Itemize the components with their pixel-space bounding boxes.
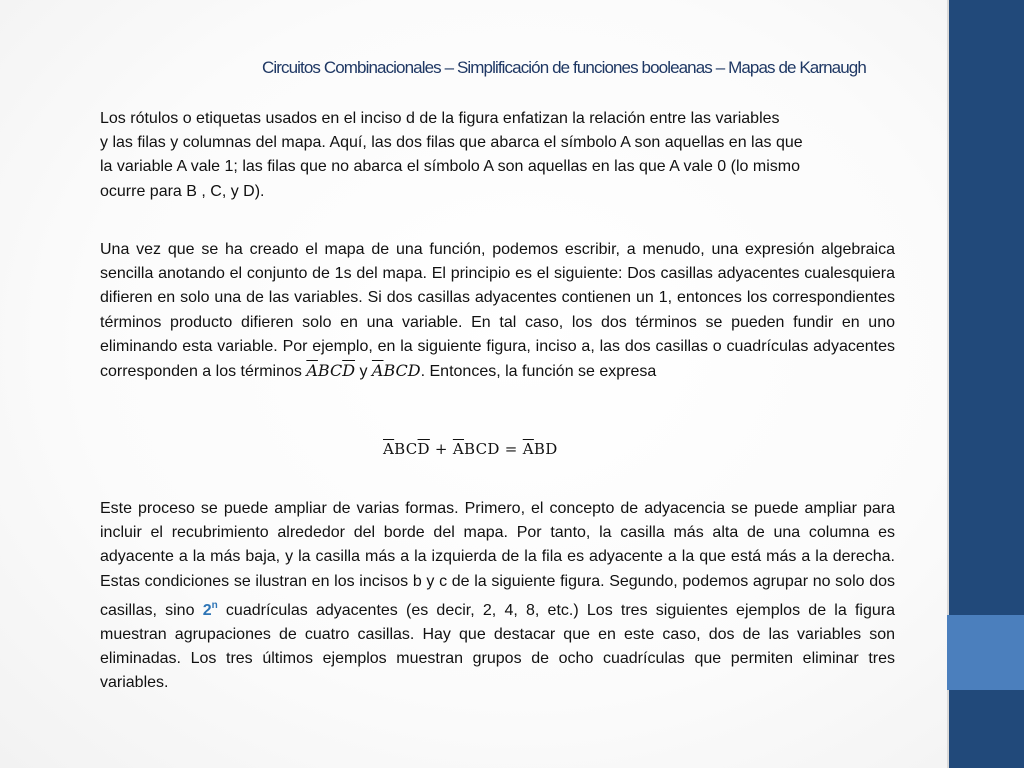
paragraph-1-line: ocurre para B , C, y D). [100, 182, 265, 200]
boolean-formula [383, 440, 558, 458]
term-connector: y [355, 363, 372, 381]
formula-t1-a: $\overline{A}$ [383, 440, 395, 458]
formula-result-a: $\overline{A}$ [522, 440, 534, 458]
formula-t1-b: BC [394, 440, 418, 458]
formula-equals: = [499, 440, 523, 458]
power-of-two [202, 599, 218, 619]
term-2-b: BCD [383, 361, 421, 381]
paragraph-2 [100, 238, 895, 384]
formula-t2-a: $\overline{A}$ [452, 440, 465, 458]
paragraph-2-text: Una vez que se ha creado el mapa de una función, podemos escribir, a menudo, una expresión algebraica sencilla anotando el conjunto de 1s del mapa. El principio es el siguiente: Dos casillas adyacentes cualesquiera difieren en solo una de las variables. Si dos casillas adyacentes contienen un 1, entonces los correspondientes términos producto difieren solo en una variable. En tal caso, los dos términos se pueden fundir en uno eliminando esta variable. Por ejemplo, en la siguiente figura, inciso a, las dos casillas o cuadrículas adyacentes corresponden a los términos [100, 241, 895, 381]
formula-t1-c: $\overline{D}$ [417, 440, 430, 458]
formula-t2-b: BCD [464, 440, 500, 458]
paragraph-1-line: la variable A vale 1; las filas que no abarca el símbolo A son aquellas en las que A vale 0 (lo mismo [100, 158, 800, 176]
formula-plus: + [429, 440, 453, 458]
paragraph-1-line: y las filas y columnas del mapa. Aquí, las dos filas que abarca el símbolo A son aquellas en las que [100, 134, 803, 152]
sidebar-accent-block [947, 615, 1024, 690]
paragraph-1 [100, 107, 895, 204]
sidebar-decoration [947, 0, 1024, 768]
paragraph-3-text-after: cuadrículas adyacentes (es decir, 2, 4, 8, etc.) Los tres siguientes ejemplos de la figura muestran agrupaciones de cuatro casillas. Hay que destacar que en este caso, dos de las variables son eliminadas. Los tres últimos ejemplos muestran grupos de ocho cuadrículas que permiten eliminar tres variables. [100, 601, 895, 692]
formula-result-b: BD [533, 440, 558, 458]
power-base: 2 [202, 601, 212, 619]
slide-title: Circuitos Combinacionales – Simplificación de funciones booleanas – Mapas de Karnaugh [262, 58, 866, 77]
paragraph-3-text-before: Este proceso se puede ampliar de varias formas. Primero, el concepto de adyacencia se puede ampliar para incluir el recubrimiento alrededor del borde del mapa. Por tanto, la casilla más alta de una columna es adyacente a la más baja, y la casilla más a la izquierda de la fila es adyacente a la que está más a la derecha. Estas condiciones se ilustran en los incisos b y c de la siguiente figura. Segundo, podemos agrupar no solo dos casillas, sino [100, 500, 895, 619]
paragraph-2-ending: . Entonces, la función se expresa [420, 363, 657, 381]
term-1-c: $\overline{D}$ [342, 361, 356, 381]
term-1-b: BC [317, 361, 343, 381]
paragraph-3 [100, 497, 895, 696]
paragraph-1-line: Los rótulos o etiquetas usados en el inciso d de la figura enfatizan la relación entre las variables [100, 110, 780, 127]
power-exponent: n [211, 599, 218, 611]
term-2 [372, 361, 421, 380]
term-1 [306, 361, 355, 380]
term-2-a: $\overline{A}$ [371, 361, 384, 381]
term-1-a: $\overline{A}$ [306, 361, 318, 381]
